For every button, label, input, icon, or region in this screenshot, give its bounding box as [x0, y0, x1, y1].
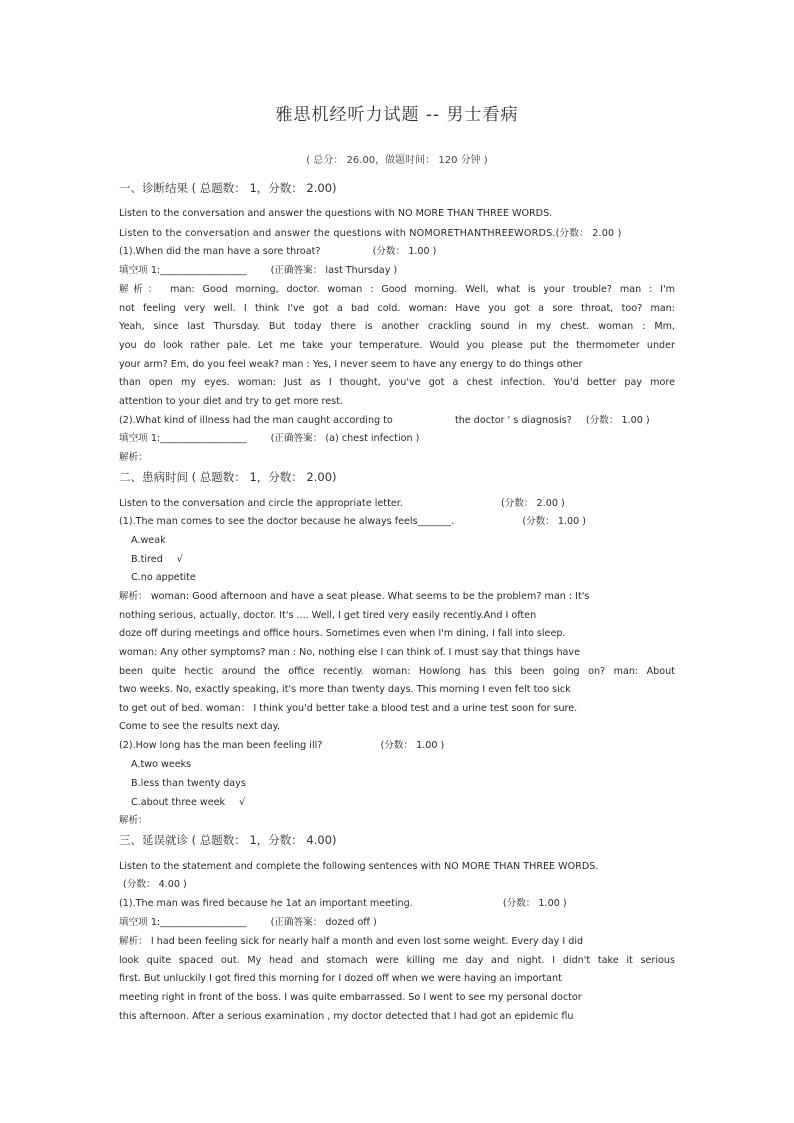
question-score: (分数： 1.00 ) [502, 898, 567, 909]
section-instruction: Listen to the statement and complete the following sentences with NO MORE THAN THREE WORDS. [119, 861, 599, 872]
option-text: B.tired [131, 554, 163, 565]
page-title: 雅思机经听力试题 -- 男士看病 [275, 105, 519, 125]
section-score: (分数： 4.00 ) [123, 879, 187, 890]
analysis-line: you do look rather pale. Let me take your temperature. Would you please put the thermometer under [119, 340, 675, 351]
analysis-line: 解析： I had been feeling sick for nearly half a month and even lost some weight. Every day I did [119, 936, 584, 947]
answer-line [119, 264, 675, 277]
question-text [119, 897, 675, 910]
analysis-line: look quite spaced out. My head and stomach were killing me day and night. I didn't take it serious [119, 955, 675, 966]
analysis-line: your arm? Em, do you feel weak? man : Yes, I never seem to have any energy to do things other [119, 359, 583, 370]
analysis-line: nothing serious, actually, doctor. It's .... Well, I get tired very easily recently.And I often [119, 610, 537, 621]
question-score: (分数： 1.00 ) [522, 516, 587, 527]
correct-answer: (正确答案： (a) chest infection ) [270, 433, 420, 444]
analysis-line: Yeah, since last Thursday. But today there is another crackling sound in my chest. woman : Mm, [119, 321, 675, 332]
answer-blank: 填空项 1:__________________ [119, 265, 247, 276]
analysis-line: been quite hectic around the office recently. woman: Howlong has this been going on? man: About [119, 666, 675, 677]
option-c: C.no appetite [131, 572, 196, 583]
question-score: (分数： 1.00 ) [372, 246, 437, 257]
instruction-text: Listen to the conversation and circle the appropriate letter. [119, 498, 403, 509]
option-a: A.two weeks [131, 759, 192, 770]
question-prompt: (2).What kind of illness had the man caught according to [119, 415, 393, 426]
analysis-line: to get out of bed. woman： I think you'd better take a blood test and a urine test soon for sure. [119, 703, 578, 714]
question-prompt: (2).How long has the man been feeling ill? [119, 740, 323, 751]
analysis-line: first. But unluckily I got fired this morning for I dozed off when we were having an important [119, 973, 562, 984]
analysis-line: woman: Any other symptoms? man : No, nothing else I can think of. I must say that things have [119, 647, 581, 658]
option-c [131, 796, 687, 809]
answer-blank: 填空项 1:__________________ [119, 917, 247, 928]
option-a: A.weak [131, 535, 166, 546]
question-prompt: (1).When did the man have a sore throat? [119, 246, 321, 257]
question-text [119, 739, 675, 752]
analysis-line: not feeling very well. I think I've got a bad cold. woman: Have you got a sore throat, too? man: [119, 303, 675, 314]
section-instruction-2: Listen to the conversation and answer the questions with NOMORETHANTHREEWORDS.(分数： 2.00 ) [119, 228, 622, 239]
analysis-line: 解析： man: Good morning, doctor. woman : Good morning. Well, what is your trouble? man : I'm [119, 284, 675, 295]
question-prompt: (1).The man was fired because he 1at an important meeting. [119, 898, 413, 909]
analysis-line: than open my eyes. woman: Just as I thought, you've got a chest infection. You'd better pay more [119, 377, 675, 388]
option-b [131, 553, 687, 566]
correct-answer: (正确答案： dozed off ) [270, 917, 377, 928]
option-text: C.about three week [131, 797, 226, 808]
question-prompt-continued: the doctor ' s diagnosis? [454, 415, 572, 426]
option-b: B.less than twenty days [131, 778, 246, 789]
question-score: (分数： 1.00 ) [380, 740, 445, 751]
check-mark-icon: √ [176, 554, 183, 565]
analysis-line: two weeks. No, exactly speaking, it's more than twenty days. This morning I even felt too sick [119, 684, 571, 695]
answer-line [119, 432, 675, 445]
question-prompt: (1).The man comes to see the doctor because he always feels_______. [119, 516, 455, 527]
analysis-label: 解析： [119, 815, 148, 826]
section-heading-3: 三、延误就诊 ( 总题数： 1，分数： 4.00) [119, 833, 337, 847]
analysis-line: meeting right in front of the boss. I was quite embarrassed. So I went to see my personal doctor [119, 992, 582, 1003]
analysis-line: doze off during meetings and office hours. Sometimes even when I'm dining, I fall into sleep. [119, 628, 566, 639]
section-instruction [119, 497, 675, 510]
analysis-line: attention to your diet and try to get more rest. [119, 396, 343, 407]
analysis-label: 解析： [119, 452, 148, 463]
correct-answer: (正确答案： last Thursday ) [270, 265, 398, 276]
section-heading-1: 一、诊断结果 ( 总题数： 1，分数： 2.00) [119, 181, 337, 195]
instruction-score: (分数： 2.00 ) [500, 498, 565, 509]
question-text [119, 414, 675, 427]
question-text [119, 515, 675, 528]
check-mark-icon: √ [239, 797, 246, 808]
answer-blank: 填空项 1:__________________ [119, 433, 247, 444]
analysis-line: this afternoon. After a serious examination , my doctor detected that I had got an epidemic flu [119, 1011, 574, 1022]
question-text [119, 245, 675, 258]
section-heading-2: 二、患病时间 ( 总题数： 1，分数： 2.00) [119, 470, 337, 484]
analysis-line: Come to see the results next day. [119, 721, 281, 732]
answer-line [119, 916, 675, 929]
analysis-line: 解析： woman: Good afternoon and have a seat please. What seems to be the problem? man : It's [119, 591, 590, 602]
question-score: (分数： 1.00 ) [585, 415, 650, 426]
page-subtitle: ( 总分： 26.00，做题时间： 120 分钟 ) [306, 155, 488, 166]
section-instruction: Listen to the conversation and answer the questions with NO MORE THAN THREE WORDS. [119, 208, 553, 219]
